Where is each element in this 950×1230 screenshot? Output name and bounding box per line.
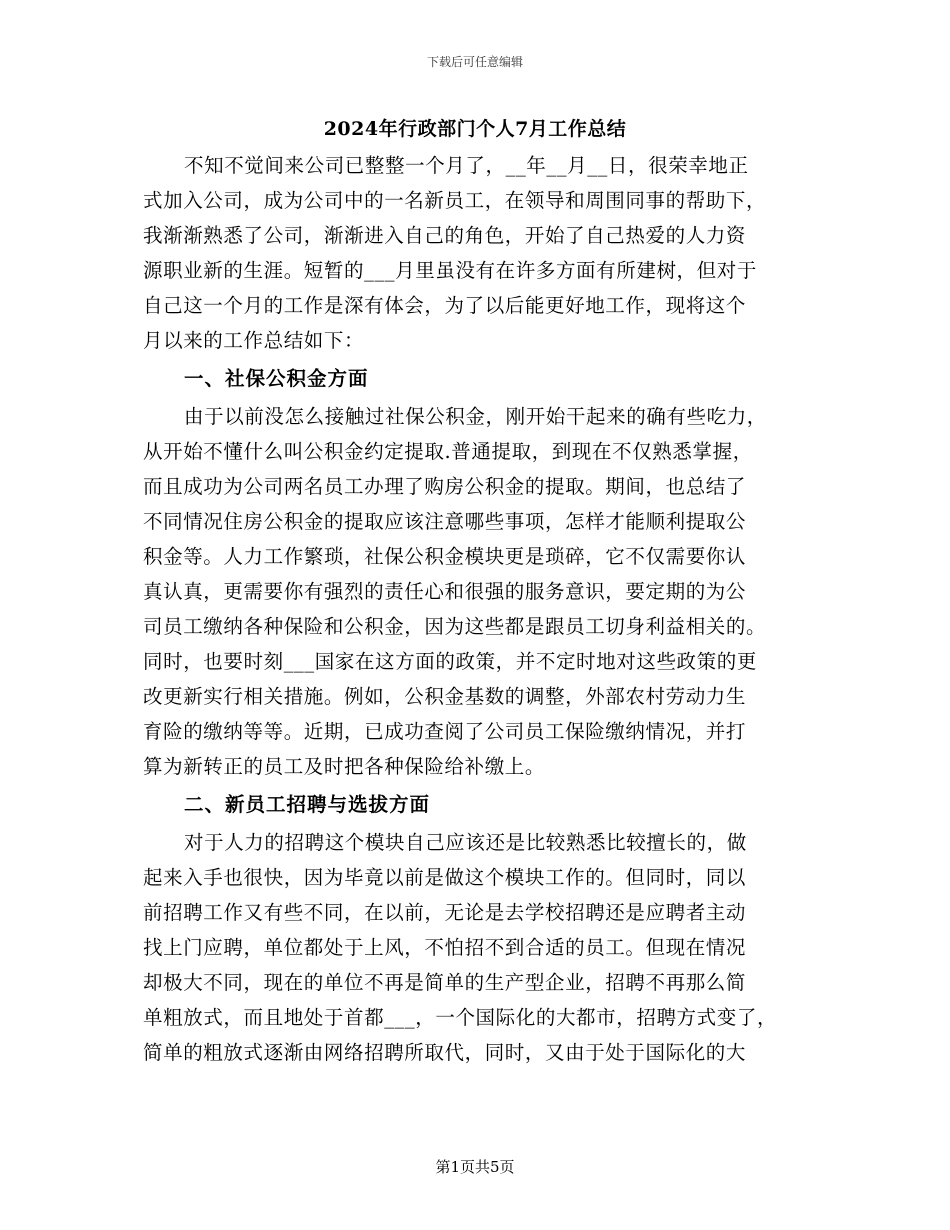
document-title: 2024年行政部门个人7月工作总结: [323, 118, 627, 140]
paragraph-line: 积金等。人力工作繁琐，社保公积金模块更是琐碎，它不仅需要你认: [143, 545, 747, 568]
paragraph-line: 由于以前没怎么接触过社保公积金，刚开始干起来的确有些吃力，: [184, 405, 767, 428]
section-heading: 二、新员工招聘与选拔方面: [184, 793, 431, 816]
paragraph-line: 找上门应聘，单位都处于上风，不怕招不到合适的员工。但现在情况: [143, 936, 747, 959]
paragraph-line: 司员工缴纳各种保险和公积金，因为这些都是跟员工切身利益相关的。: [143, 615, 767, 638]
paragraph-line: 起来入手也很快，因为毕竟以前是做这个模块工作的。但同时，同以: [143, 866, 747, 889]
paragraph-line: 同时，也要时刻___国家在这方面的政策，并不定时地对这些政策的更: [143, 650, 757, 673]
intro-line: 我渐渐熟悉了公司，渐渐进入自己的角色，开始了自己热爱的人力资: [143, 224, 747, 247]
document-body: [143, 148, 805, 1070]
intro-line: 不知不觉间来公司已整整一个月了，__年__月__日，很荣幸地正: [184, 154, 749, 177]
intro-line: 自己这一个月的工作是深有体会，为了以后能更好地工作，现将这个: [143, 294, 747, 317]
intro-line: 月以来的工作总结如下：: [143, 329, 365, 352]
paragraph-line: 简单的粗放式逐渐由网络招聘所取代，同时，又由于处于国际化的大: [143, 1041, 747, 1064]
page-number: 第1页共5页: [435, 1158, 515, 1176]
paragraph-line: 育险的缴纳等等。近期，已成功查阅了公司员工保险缴纳情况，并打: [143, 720, 747, 743]
paragraph-line: 真认真，更需要你有强烈的责任心和很强的服务意识，要定期的为公: [143, 580, 747, 603]
paragraph-line: 算为新转正的员工及时把各种保险给补缴上。: [143, 755, 546, 778]
paragraph-line: 改更新实行相关措施。例如，公积金基数的调整，外部农村劳动力生: [143, 685, 747, 708]
paragraph-line: 从开始不懂什么叫公积金约定提取.普通提取，到现在不仅熟悉掌握，: [143, 440, 753, 463]
section-heading: 一、社保公积金方面: [184, 367, 369, 390]
header-note: 下载后可任意编辑: [426, 55, 523, 69]
intro-line: 源职业新的生涯。短暂的___月里虽没有在许多方面有所建树，但对于: [143, 259, 757, 282]
paragraph-line: 不同情况住房公积金的提取应该注意哪些事项，怎样才能顺利提取公: [143, 510, 747, 533]
paragraph-line: 却极大不同，现在的单位不再是简单的生产型企业，招聘不再那么简: [143, 971, 747, 994]
intro-line: 式加入公司，成为公司中的一名新员工，在领导和周围同事的帮助下，: [143, 189, 767, 212]
paragraph-line: 单粗放式，而且地处于首都___，一个国际化的大都市，招聘方式变了，: [143, 1006, 778, 1029]
paragraph-line: 前招聘工作又有些不同，在以前，无论是去学校招聘还是应聘者主动: [143, 901, 747, 924]
paragraph-line: 对于人力的招聘这个模块自己应该还是比较熟悉比较擅长的，做: [184, 831, 747, 854]
paragraph-line: 而且成功为公司两名员工办理了购房公积金的提取。期间，也总结了: [143, 475, 747, 498]
